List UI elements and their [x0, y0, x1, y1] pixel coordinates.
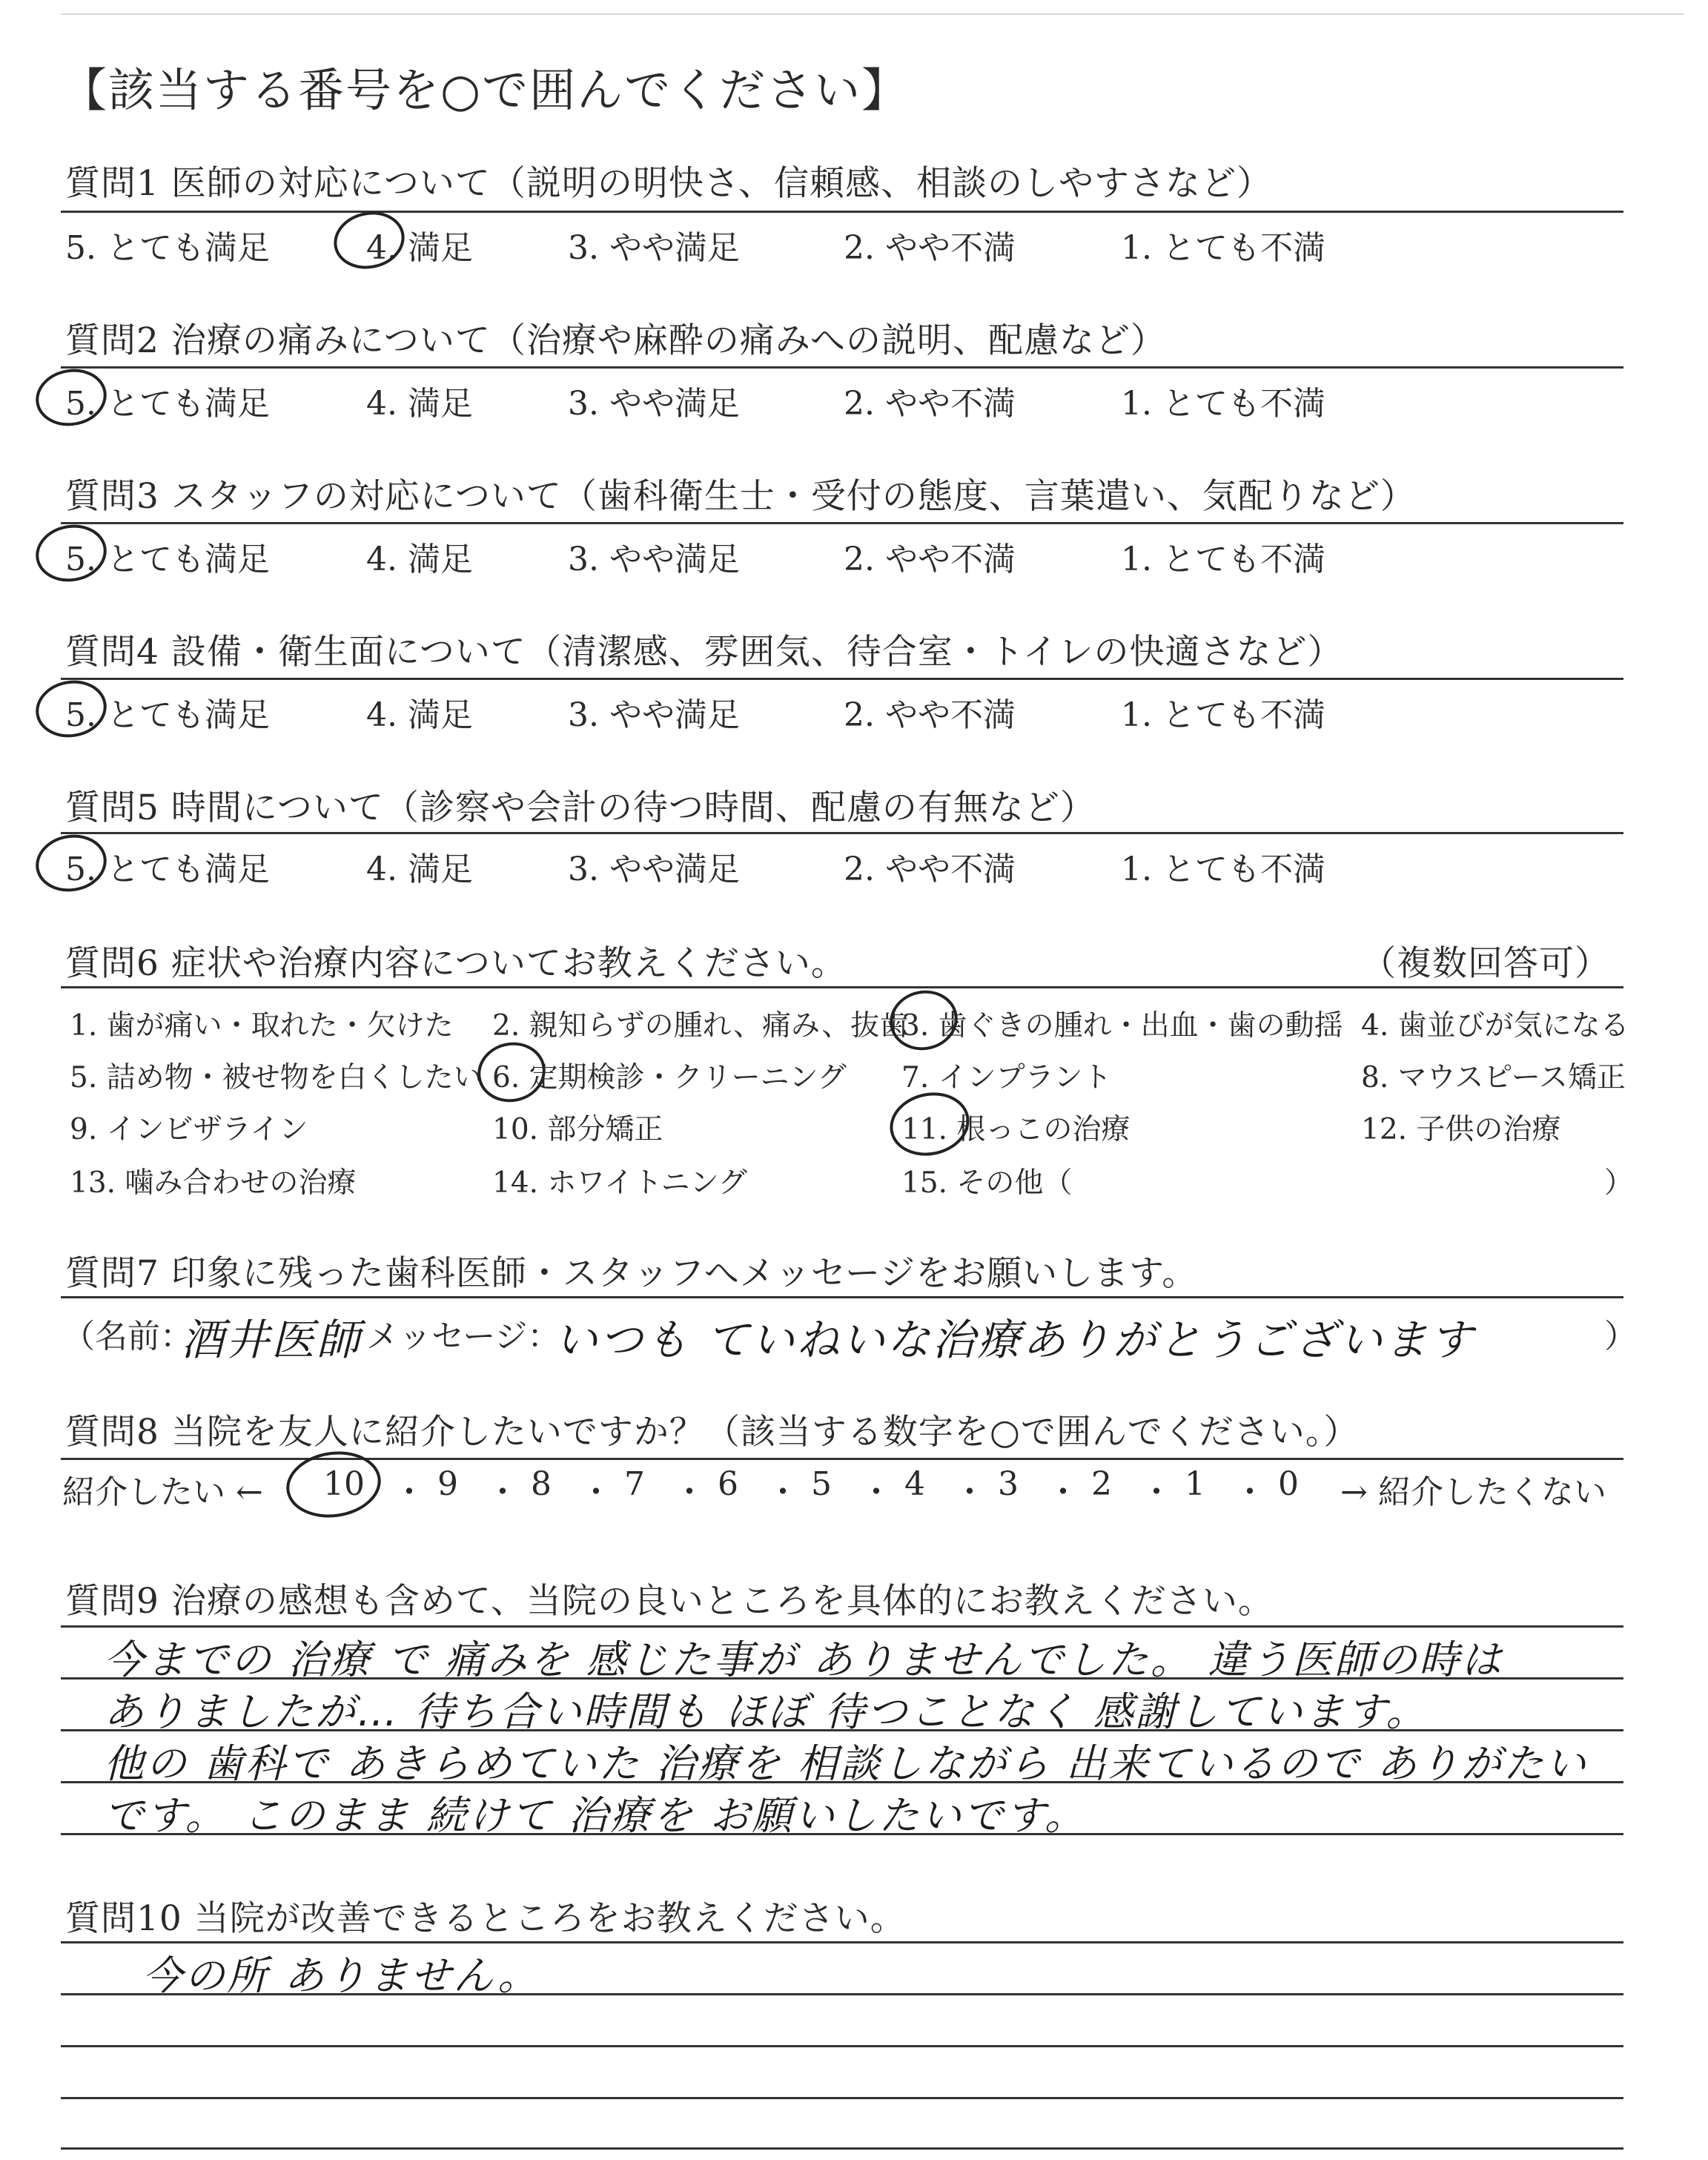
q3-option-2[interactable]: 2. やや不満	[844, 541, 1016, 578]
q9-answer-line-1[interactable]: 今までの 治療 で 痛みを 感じた事が ありませんでした。 違う医師の時は	[104, 1636, 1503, 1683]
q7-label: 質問7 印象に残った歯科医師・スタッフへメッセージをお願いします。	[65, 1253, 1198, 1294]
q4-selection-circle	[33, 677, 109, 742]
q7-name-label: （名前：	[62, 1318, 193, 1355]
q8-scale-5[interactable]: 5	[811, 1465, 832, 1503]
q9-answer-line-4[interactable]: です。 このまま 続けて 治療を お願いしたいです。	[104, 1792, 1088, 1839]
q8-scale-10[interactable]: 10	[323, 1465, 365, 1503]
q2-option-3[interactable]: 3. やや満足	[568, 385, 740, 423]
q8-scale-4[interactable]: 4	[904, 1465, 925, 1503]
q8-scale-dot: ・	[953, 1473, 986, 1511]
q6-item-4[interactable]: 4. 歯並びが気になる	[1361, 1009, 1629, 1043]
q2-option-1[interactable]: 1. とても不満	[1121, 385, 1325, 423]
q6-item-11[interactable]: 11. 根っこの治療	[901, 1113, 1131, 1146]
q2-option-5[interactable]: 5. とても満足	[65, 385, 270, 423]
q6-label: 質問6 症状や治療内容についてお教えください。	[65, 943, 847, 984]
q3-label: 質問3 スタッフの対応について（歯科衛生士・受付の態度、言葉遣い、気配りなど）	[65, 476, 1416, 517]
q6-selection-circle-11	[886, 1087, 973, 1161]
q8-left-label: 紹介したい ←	[62, 1473, 263, 1511]
q8-scale-dot: ・	[393, 1473, 426, 1511]
q2-label: 質問2 治療の痛みについて（治療や麻酔の痛みへの説明、配慮など）	[65, 320, 1166, 361]
q3-selection-circle	[33, 521, 109, 586]
q6-item-1[interactable]: 1. 歯が痛い・取れた・欠けた	[70, 1009, 454, 1043]
q1-option-4[interactable]: 4. 満足	[366, 229, 473, 267]
q6-item-15[interactable]: 15. その他（	[901, 1166, 1073, 1200]
q7-message-label: メッセージ：	[366, 1318, 560, 1355]
q8-scale-2[interactable]: 2	[1091, 1465, 1112, 1503]
q5-option-4[interactable]: 4. 満足	[366, 851, 473, 888]
q3-option-3[interactable]: 3. やや満足	[568, 541, 740, 578]
q6-item-6[interactable]: 6. 定期検診・クリーニング	[492, 1061, 847, 1094]
q8-selection-circle	[284, 1447, 383, 1522]
q1-label: 質問1 医師の対応について（説明の明快さ、信頼感、相談のしやすさなど）	[65, 163, 1273, 204]
q3-option-1[interactable]: 1. とても不満	[1121, 541, 1325, 578]
q8-scale-dot: ・	[486, 1473, 519, 1511]
q9-answer-line-2[interactable]: ありましたが… 待ち合い時間も ほぼ 待つことなく 感謝しています。	[104, 1688, 1429, 1735]
q8-scale-0[interactable]: 0	[1278, 1465, 1299, 1503]
q4-option-3[interactable]: 3. やや満足	[568, 696, 740, 734]
q6-note: （複数回答可）	[1361, 943, 1610, 984]
q5-label: 質問5 時間について（診察や会計の待つ時間、配慮の有無など）	[65, 787, 1096, 828]
q10-answer-line-1[interactable]: 今の所 ありません。	[142, 1952, 540, 1999]
q3-option-5[interactable]: 5. とても満足	[65, 541, 270, 578]
form-title: 【該当する番号を○で囲んでください】	[61, 63, 910, 117]
q1-option-1[interactable]: 1. とても不満	[1121, 229, 1325, 267]
q8-label: 質問8 当院を友人に紹介したいですか？（該当する数字を○で囲んでください。）	[65, 1412, 1360, 1453]
q6-item-5[interactable]: 5. 詰め物・被せ物を白くしたい	[70, 1061, 483, 1094]
q8-right-label: → 紹介したくない	[1340, 1473, 1606, 1511]
q6-other-close-paren: ）	[1604, 1166, 1634, 1200]
q4-option-1[interactable]: 1. とても不満	[1121, 696, 1325, 734]
q1-option-3[interactable]: 3. やや満足	[568, 229, 740, 267]
q6-item-8[interactable]: 8. マウスピース矯正	[1361, 1061, 1626, 1094]
q6-item-9[interactable]: 9. インビザライン	[70, 1113, 308, 1146]
q8-scale-dot: ・	[580, 1473, 612, 1511]
q6-selection-circle-6	[474, 1038, 549, 1107]
q8-scale-6[interactable]: 6	[718, 1465, 738, 1503]
q8-scale-3[interactable]: 3	[998, 1465, 1019, 1503]
q9-label: 質問9 治療の感想も含めて、当院の良いところを具体的にお教えください。	[65, 1581, 1274, 1622]
q2-option-2[interactable]: 2. やや不満	[844, 385, 1016, 423]
q6-item-14[interactable]: 14. ホワイトニング	[492, 1166, 747, 1200]
q4-option-2[interactable]: 2. やや不満	[844, 696, 1016, 734]
q6-selection-circle-3	[886, 986, 961, 1055]
q8-scale-dot: ・	[1234, 1473, 1266, 1511]
q1-selection-circle	[331, 207, 408, 274]
q6-item-3[interactable]: 3. 歯ぐきの腫れ・出血・歯の動揺	[901, 1009, 1343, 1043]
q7-name-value[interactable]: 酒井医師	[181, 1315, 363, 1365]
q8-scale-1[interactable]: 1	[1185, 1465, 1205, 1503]
q2-selection-circle	[33, 366, 109, 430]
q9-answer-line-3[interactable]: 他の 歯科で あきらめていた 治療を 相談しながら 出来ているので ありがたい	[104, 1740, 1588, 1787]
q5-option-3[interactable]: 3. やや満足	[568, 851, 740, 888]
q8-scale-dot: ・	[673, 1473, 706, 1511]
q2-option-4[interactable]: 4. 満足	[366, 385, 473, 423]
q1-option-2[interactable]: 2. やや不満	[844, 229, 1016, 267]
q10-label: 質問10 当院が改善できるところをお教えください。	[65, 1898, 906, 1939]
q5-option-1[interactable]: 1. とても不満	[1121, 851, 1325, 888]
q5-selection-circle	[33, 831, 109, 896]
q7-close-paren: ）	[1604, 1318, 1637, 1355]
q8-scale-8[interactable]: 8	[531, 1465, 552, 1503]
q4-label: 質問4 設備・衛生面について（清潔感、雰囲気、待合室・トイレの快適さなど）	[65, 632, 1343, 673]
q7-message-value[interactable]: いつも ていねいな治療ありがとうございます	[555, 1315, 1475, 1365]
q6-item-12[interactable]: 12. 子供の治療	[1361, 1113, 1561, 1146]
q4-option-5[interactable]: 5. とても満足	[65, 696, 270, 734]
q8-scale-dot: ・	[1047, 1473, 1079, 1511]
q6-item-2[interactable]: 2. 親知らずの腫れ、痛み、抜歯	[492, 1009, 909, 1043]
q8-scale-dot: ・	[1140, 1473, 1173, 1511]
q1-option-5[interactable]: 5. とても満足	[65, 229, 270, 267]
q8-scale-dot: ・	[860, 1473, 893, 1511]
q6-item-7[interactable]: 7. インプラント	[901, 1061, 1112, 1094]
q3-option-4[interactable]: 4. 満足	[366, 541, 473, 578]
q5-option-2[interactable]: 2. やや不満	[844, 851, 1016, 888]
q8-scale-7[interactable]: 7	[624, 1465, 645, 1503]
q4-option-4[interactable]: 4. 満足	[366, 696, 473, 734]
q6-item-13[interactable]: 13. 噛み合わせの治療	[70, 1166, 357, 1200]
q5-option-5[interactable]: 5. とても満足	[65, 851, 270, 888]
q8-scale-dot: ・	[767, 1473, 799, 1511]
q6-item-10[interactable]: 10. 部分矯正	[492, 1113, 663, 1146]
q8-scale-9[interactable]: 9	[437, 1465, 458, 1503]
